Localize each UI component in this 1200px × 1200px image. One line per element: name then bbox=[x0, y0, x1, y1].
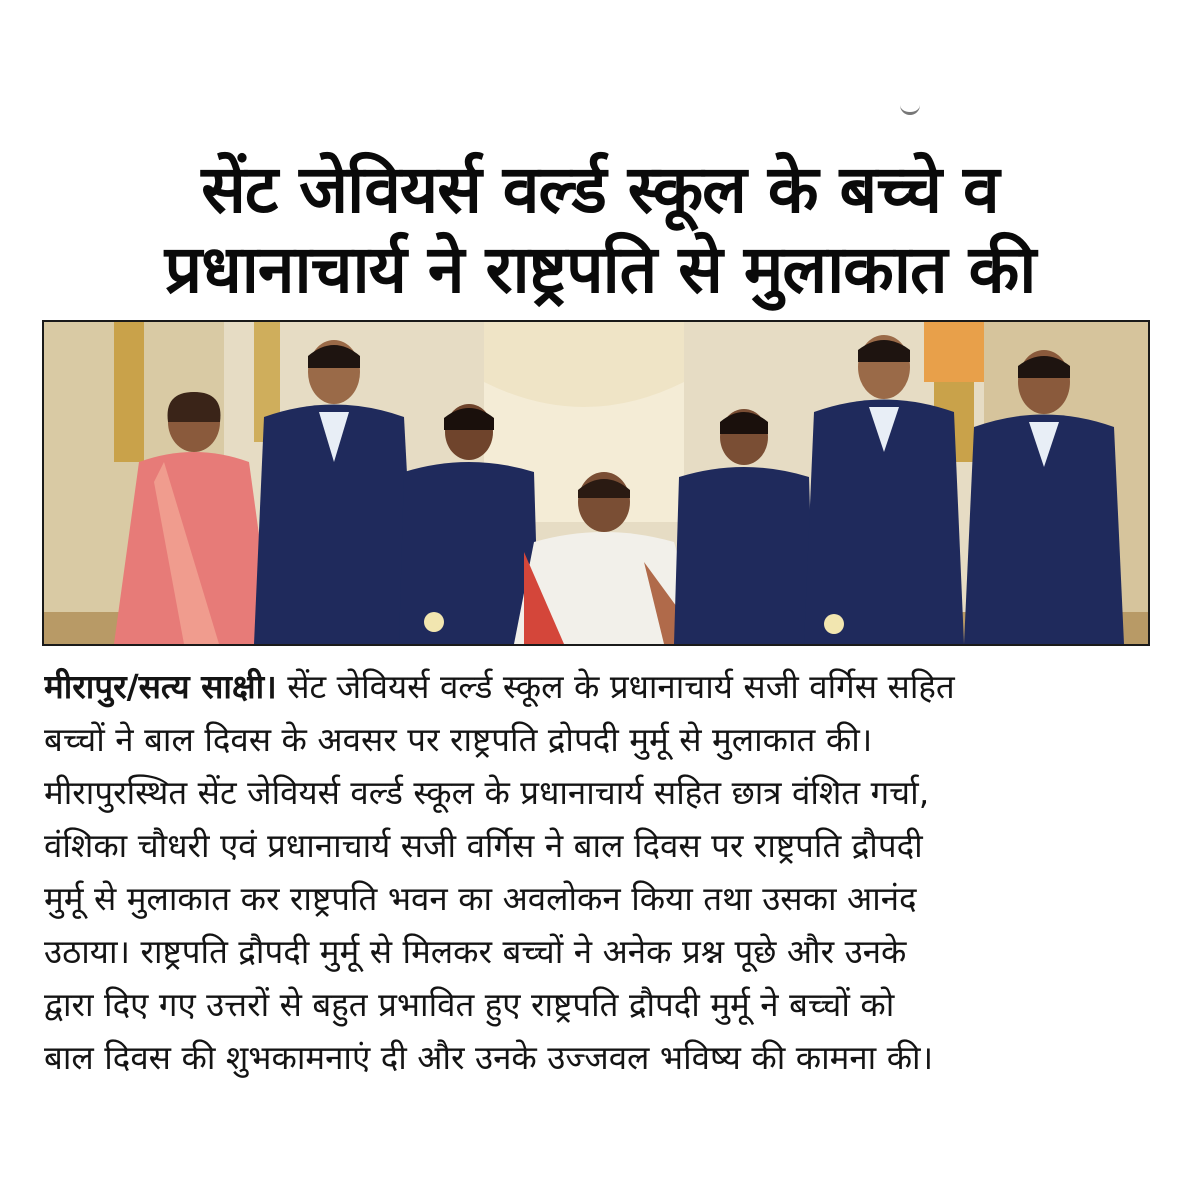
group-photo bbox=[42, 320, 1150, 646]
headline-line-1: सेंट जेवियर्स वर्ल्ड स्कूल के बच्चे व bbox=[201, 151, 999, 228]
body-line-6: उठाया। राष्ट्रपति द्रौपदी मुर्मू से मिलकर बच्चों ने अनेक प्रश्न पूछे और उनके bbox=[44, 932, 907, 971]
body-line-2: बच्चों ने बाल दिवस के अवसर पर राष्ट्रपति द्रोपदी मुर्मू से मुलाकात की। bbox=[44, 720, 873, 759]
body-line-4: वंशिका चौधरी एवं प्रधानाचार्य सजी वर्गिस ने बाल दिवस पर राष्ट्रपति द्रौपदी bbox=[44, 826, 923, 865]
body-line-7: द्वारा दिए गए उत्तरों से बहुत प्रभावित हुए राष्ट्रपति द्रौपदी मुर्मू ने बच्चों को bbox=[44, 985, 895, 1024]
body-line-8: बाल दिवस की शुभकामनाएं दी और उनके उज्जवल भविष्य की कामना की। bbox=[44, 1038, 934, 1077]
headline-line-2: प्रधानाचार्य ने राष्ट्रपति से मुलाकात की bbox=[164, 231, 1036, 308]
body-line-1 bbox=[44, 660, 1154, 713]
dateline: मीरापुर/सत्य साक्षी। bbox=[44, 667, 277, 706]
body-line-5: मुर्मू से मुलाकात कर राष्ट्रपति भवन का अवलोकन किया तथा उसका आनंद bbox=[44, 879, 917, 918]
headline bbox=[30, 150, 1170, 310]
article-body bbox=[44, 660, 1154, 1084]
body-line-1-text: सेंट जेवियर्स वर्ल्ड स्कूल के प्रधानाचार्य सजी वर्गिस सहित bbox=[276, 667, 955, 706]
print-artifact bbox=[900, 100, 920, 115]
body-line-3: मीरापुरस्थित सेंट जेवियर्स वर्ल्ड स्कूल के प्रधानाचार्य सहित छात्र वंशित गर्चा, bbox=[44, 773, 930, 812]
